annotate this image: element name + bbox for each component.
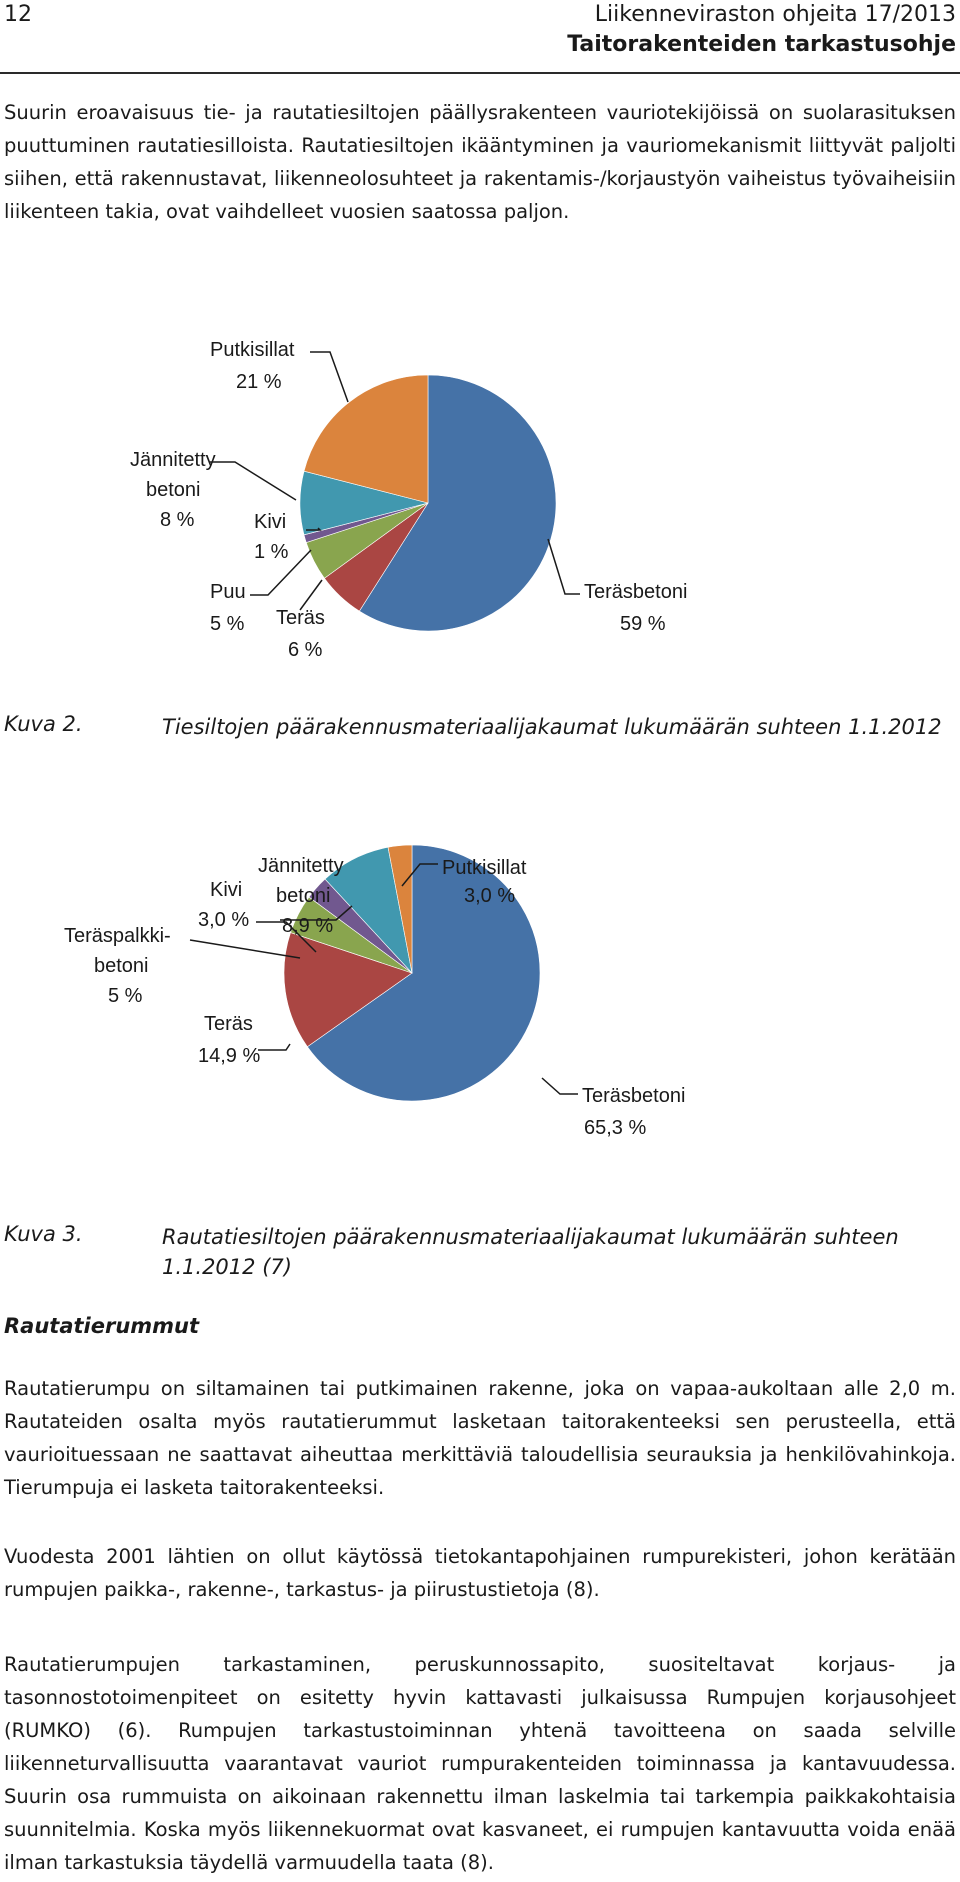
document-title: Taitorakenteiden tarkastusohje xyxy=(567,32,956,57)
label-putkisillat: Putkisillat xyxy=(210,339,295,361)
figure-3-caption: Rautatiesiltojen päärakennusmateriaalijakaumat lukumäärän suhteen 1.1.2012 (7) xyxy=(162,1225,899,1279)
label-terasbetoni-pct: 59 % xyxy=(620,613,666,635)
label-teraspalkki-pct: 5 % xyxy=(108,985,143,1007)
figure-2-caption: Tiesiltojen päärakennusmateriaalijakaumat lukumäärän suhteen 1.1.2012 xyxy=(162,715,942,739)
road-bridge-material-pie-chart xyxy=(0,330,960,680)
leader-line-teras xyxy=(258,1044,290,1050)
leader-line-terasbetoni xyxy=(548,539,580,594)
leader-line-terasbetoni xyxy=(542,1078,578,1094)
paragraph-rumpurekisteri: Vuodesta 2001 lähtien on ollut käytössä tietokantapohjainen rumpurekisteri, johon kerätään rumpujen paikka-, rakenne-, tarkastus- ja piirustustietoja (8). xyxy=(4,1545,956,1601)
leader-line-teraspalkki xyxy=(190,940,300,958)
label-jannitetty-2: betoni xyxy=(276,885,331,907)
section-heading: Rautatierummut xyxy=(4,1314,200,1338)
label-teras-pct: 6 % xyxy=(288,639,323,661)
label-teraspalkki-2: betoni xyxy=(94,955,149,977)
label-putkisillat-pct: 21 % xyxy=(236,371,282,393)
leader-line-putkisillat xyxy=(310,352,348,402)
label-puu: Puu xyxy=(210,581,246,603)
paragraph-tarkastaminen: Rautatierumpujen tarkastaminen, peruskunnossapito, suositeltavat korjaus- ja tasonnostotoimenpiteet on esitetty hyvin kattavasti julkaisussa Rumpujen korjausohjeet (RUMKO) (6). Rumpujen tarkastustoiminnan yhtenä tavoitteena on saada selville liikenneturvallisuutta vaarantavat vauriot rumpurakenteiden toiminnassa ja kantavuudessa. Suurin osa rummuista on aikoinaan rakennettu ilman laskelmia tai tarkempia paikkakohtaisia suunnitelmia. Koska myös liikennekuormat ovat kasvaneet, ei rumpujen kantavuutta voida enää ilman tarkastuksia täydellä varmuudella taata (8). xyxy=(4,1653,956,1874)
label-teras-pct: 14,9 % xyxy=(198,1045,261,1067)
publication-name: Liikenneviraston ohjeita 17/2013 xyxy=(594,2,956,27)
label-terasbetoni: Teräsbetoni xyxy=(582,1085,686,1107)
label-teraspalkki: Teräspalkki- xyxy=(64,925,171,947)
label-putkisillat-pct: 3,0 % xyxy=(464,885,516,907)
label-jannitetty-2: betoni xyxy=(146,479,201,501)
label-jannitetty: Jännitetty xyxy=(130,449,216,471)
railway-bridge-material-pie-chart xyxy=(0,840,960,1170)
header-rule xyxy=(0,72,960,74)
label-jannitetty-pct: 8 % xyxy=(160,509,195,531)
paragraph-rautatierumpu: Rautatierumpu on siltamainen tai putkimainen rakenne, joka on vapaa-aukoltaan alle 2,0 m. Rautateiden osalta myös rautatierummut lasketaan taitorakenteeksi sen perusteella, että vaurioituessaan ne saattavat aiheuttaa merkittäviä taloudellisia seurauksia ja henkilövahinkoja. Tierumpuja ei lasketa taitorakenteeksi. xyxy=(4,1377,956,1499)
label-kivi: Kivi xyxy=(254,511,287,533)
label-jannitetty: Jännitetty xyxy=(258,855,344,877)
leader-line-jannitetty xyxy=(210,462,296,500)
label-teras: Teräs xyxy=(204,1013,253,1035)
figure-2-label: Kuva 2. xyxy=(4,712,83,736)
label-kivi-pct: 3,0 % xyxy=(198,909,250,931)
label-terasbetoni-pct: 65,3 % xyxy=(584,1117,647,1139)
label-jannitetty-pct: 8,9 % xyxy=(282,915,334,937)
leader-line-teras xyxy=(300,580,322,610)
figure-3-label: Kuva 3. xyxy=(4,1222,83,1246)
label-teras: Teräs xyxy=(276,607,325,629)
label-kivi: Kivi xyxy=(210,879,243,901)
label-kivi-pct: 1 % xyxy=(254,541,289,563)
intro-paragraph: Suurin eroavaisuus tie- ja rautatiesiltojen päällysrakenteen vauriotekijöissä on suolarasituksen puuttuminen rautatiesilloista. Rautatiesiltojen ikääntyminen ja vauriomekanismit liittyvät paljolti siihen, että rakennustavat, liikenneolosuhteet ja rakentamis-/korjaustyön vaiheistus työvaiheisiin liikenteen takia, ovat vaihdelleet vuosien saatossa paljon. xyxy=(4,101,956,223)
label-puu-pct: 5 % xyxy=(210,613,245,635)
page-number: 12 xyxy=(4,2,32,27)
label-terasbetoni: Teräsbetoni xyxy=(584,581,688,603)
label-putkisillat: Putkisillat xyxy=(442,857,527,879)
